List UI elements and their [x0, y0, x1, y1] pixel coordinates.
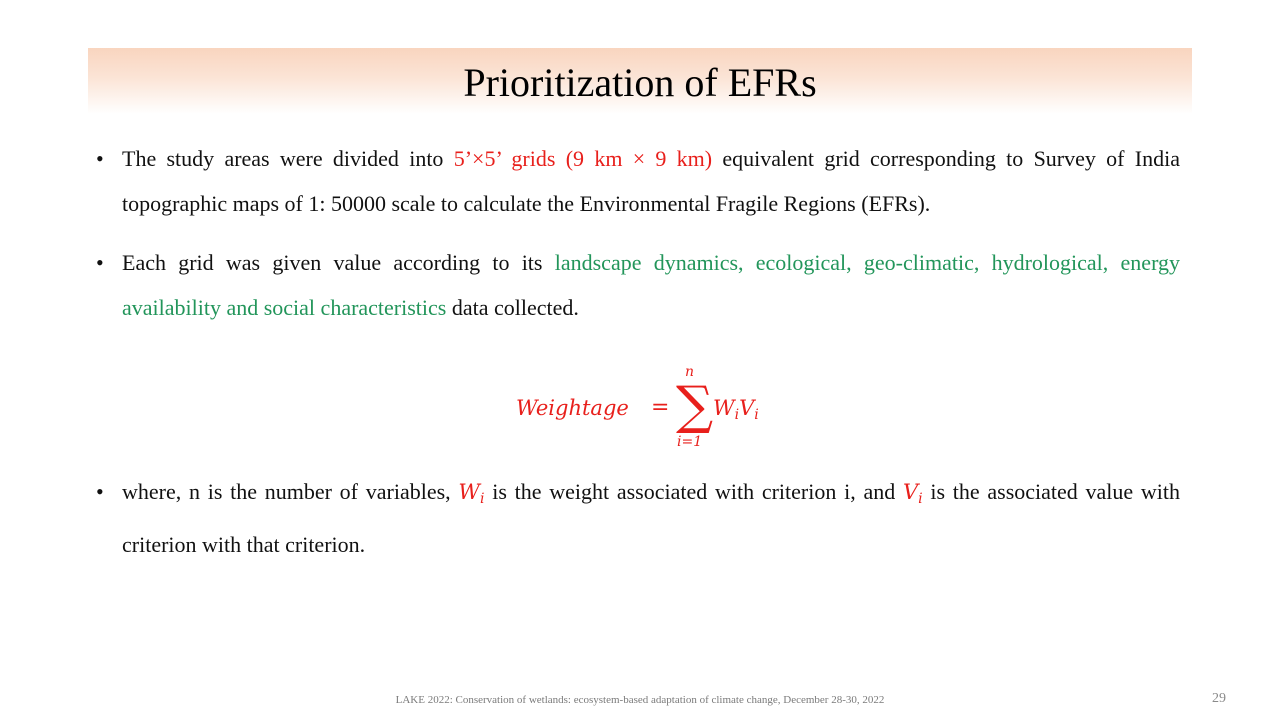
bullet-text — [122, 240, 1180, 330]
bullet-text-part: is the associated value with criterion with that criterion. — [122, 479, 1181, 557]
formula-rhs — [713, 396, 759, 423]
bullet-text-part: Each grid was given value according to its — [122, 250, 555, 275]
bullet-marker: • — [96, 250, 104, 275]
slide-footer: LAKE 2022: Conservation of wetlands: ecosystem-based adaptation of climate change, December 28-30, 2022 — [395, 694, 885, 706]
bullet-text-part: is the weight associated with criterion i, and — [484, 479, 903, 504]
value-letter: V — [902, 480, 919, 504]
value-variable — [902, 480, 923, 507]
page-number: 29 — [1212, 691, 1226, 706]
slide-title: Prioritization of EFRs — [463, 60, 817, 105]
value-symbol: V — [739, 396, 755, 420]
weight-index: i — [479, 491, 485, 507]
weight-letter: W — [458, 480, 480, 504]
bullet-grid-values — [96, 240, 1180, 330]
bullet-text-part: data collected. — [446, 295, 579, 320]
bullet-text-part: The study areas were divided into — [122, 146, 454, 171]
summation-symbol: ∑ — [676, 376, 714, 436]
weight-subscript: i — [734, 407, 740, 423]
bullet-marker: • — [96, 146, 104, 171]
characteristics-highlight: landscape dynamics, ecological, geo-climatic, hydrological, energy availability and social characteristics — [122, 250, 1180, 320]
weight-symbol: W — [713, 396, 735, 420]
bullet-marker: • — [96, 479, 104, 504]
bullet-text-part: equivalent grid corresponding to Survey of India topographic maps of 1: 50000 scale to calculate the Environmental Fragile Regions (EFRs). — [122, 146, 1180, 216]
bullet-text — [122, 469, 1180, 567]
sum-upper-limit: n — [685, 364, 695, 380]
value-subscript: i — [754, 407, 759, 423]
grid-size-highlight: 5’×5’ grids (9 km × 9 km) — [453, 146, 713, 171]
bullet-text-part: where, n is the number of variables, — [122, 479, 459, 504]
sum-lower-limit: i=1 — [677, 434, 703, 450]
bullet-text — [122, 136, 1180, 226]
bullet-grid-division — [96, 136, 1180, 226]
formula-lhs: Weightage — [516, 396, 629, 420]
weight-variable — [458, 480, 485, 507]
bullet-variable-definitions — [96, 469, 1180, 567]
value-index: i — [918, 491, 923, 507]
formula-equals: = — [651, 395, 670, 420]
